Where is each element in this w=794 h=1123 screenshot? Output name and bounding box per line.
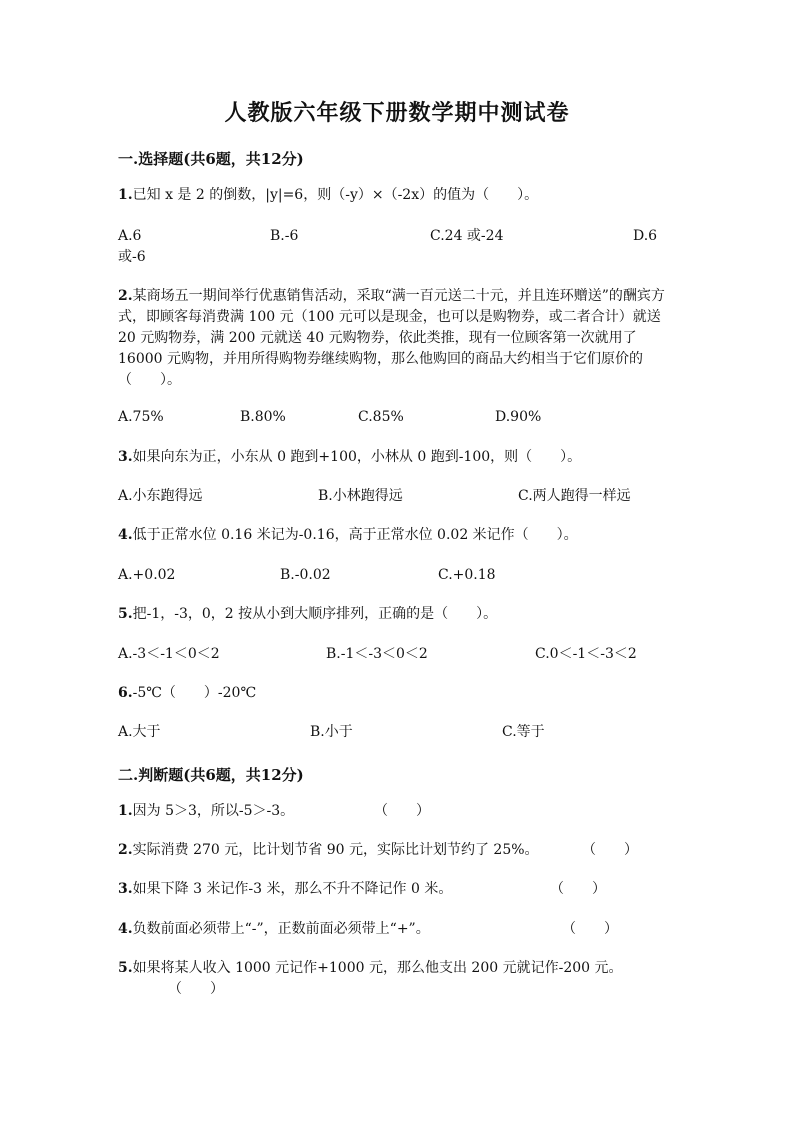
option-c: C.24 或-24	[430, 228, 504, 244]
question-number: 2.	[118, 288, 133, 304]
question-number: 3.	[118, 449, 133, 465]
option-d: D.90%	[495, 409, 542, 425]
section-heading-choice: 一.选择题(共6题，共12分)	[118, 150, 304, 168]
option-b: B.小于	[310, 724, 353, 740]
answer-parentheses: （ ）	[562, 921, 618, 937]
judge-question-1	[118, 801, 294, 822]
question-number: 4.	[118, 527, 133, 543]
question-number: 4.	[118, 921, 133, 937]
option-c: C.+0.18	[438, 567, 496, 583]
question-number: 1.	[118, 803, 133, 819]
question-number: 1.	[118, 187, 133, 203]
question-number: 5.	[118, 606, 133, 622]
option-a: A.6	[118, 228, 142, 244]
option-c: C.等于	[502, 724, 545, 740]
answer-parentheses: （ ）	[582, 842, 638, 858]
option-a: A.大于	[118, 724, 161, 740]
option-d-wrap: 或-6	[118, 249, 146, 265]
choice-question-2	[118, 286, 670, 391]
choice-question-1	[118, 185, 678, 206]
question-text: 因为 5＞3，所以-5＞-3。	[132, 803, 295, 819]
judge-question-5	[118, 958, 623, 979]
choice-question-5	[118, 604, 678, 625]
choice-question-4	[118, 525, 678, 546]
option-a: A.75%	[118, 409, 164, 425]
section-heading-judge: 二.判断题(共6题，共12分)	[118, 766, 304, 784]
question-number: 5.	[118, 960, 133, 976]
question-text: 低于正常水位 0.16 米记为-0.16，高于正常水位 0.02 米记作（ ）。	[132, 527, 578, 543]
option-b: B.-0.02	[280, 567, 331, 583]
option-b: B.80%	[240, 409, 286, 425]
question-text: 如果将某人收入 1000 元记作+1000 元，那么他支出 200 元就记作-200 元。	[132, 960, 623, 976]
question-number: 6.	[118, 685, 133, 701]
option-b: B.-1＜-3＜0＜2	[326, 646, 428, 662]
option-a: A.小东跑得远	[118, 488, 203, 504]
choice-question-6	[118, 683, 678, 704]
page-title: 人教版六年级下册数学期中测试卷	[224, 100, 570, 126]
question-text: -5℃（ ）-20℃	[132, 685, 257, 701]
question-text: 如果向东为正，小东从 0 跑到+100，小林从 0 跑到-100，则（ ）。	[132, 449, 582, 465]
question-text: 把-1，-3，0，2 按从小到大顺序排列，正确的是（ ）。	[132, 606, 498, 622]
question-text: 如果下降 3 米记作-3 米，那么不升不降记作 0 米。	[132, 881, 453, 897]
question-text: 实际消费 270 元，比计划节省 90 元，实际比计划节约了 25%。	[132, 842, 539, 858]
option-a: A.+0.02	[118, 567, 176, 583]
option-c: C.85%	[358, 409, 404, 425]
question-text: 某商场五一期间举行优惠销售活动，采取“满一百元送二十元，并且连环赠送”的酬宾方式，即顾客每消费满 100 元（100 元可以是现金，也可以是购物券，或二者合计）就送 20 元购物券，满 200 元就送 40 元购物券，依此类推，现有一位顾客第一次就用了 16000 元购物，并用所得购物券继续购物，那么他购回的商品大约相当于它们原价的（ ）。	[118, 288, 665, 388]
answer-parentheses: （ ）	[168, 981, 224, 997]
question-number: 3.	[118, 881, 133, 897]
option-d: D.6	[633, 228, 658, 244]
answer-parentheses: （ ）	[550, 881, 606, 897]
option-c: C.0＜-1＜-3＜2	[535, 646, 637, 662]
option-b: B.-6	[270, 228, 299, 244]
question-text: 负数前面必须带上“-”，正数前面必须带上“+”。	[132, 921, 430, 937]
judge-question-2	[118, 840, 539, 861]
judge-question-4	[118, 919, 430, 940]
judge-question-3	[118, 879, 452, 900]
option-c: C.两人跑得一样远	[518, 488, 631, 504]
option-b: B.小林跑得远	[318, 488, 403, 504]
question-text: 已知 x 是 2 的倒数，|y|=6，则（-y）×（-2x）的值为（ ）。	[132, 187, 539, 203]
answer-parentheses: （ ）	[374, 803, 430, 819]
question-number: 2.	[118, 842, 133, 858]
option-a: A.-3＜-1＜0＜2	[118, 646, 220, 662]
choice-question-3	[118, 447, 678, 468]
